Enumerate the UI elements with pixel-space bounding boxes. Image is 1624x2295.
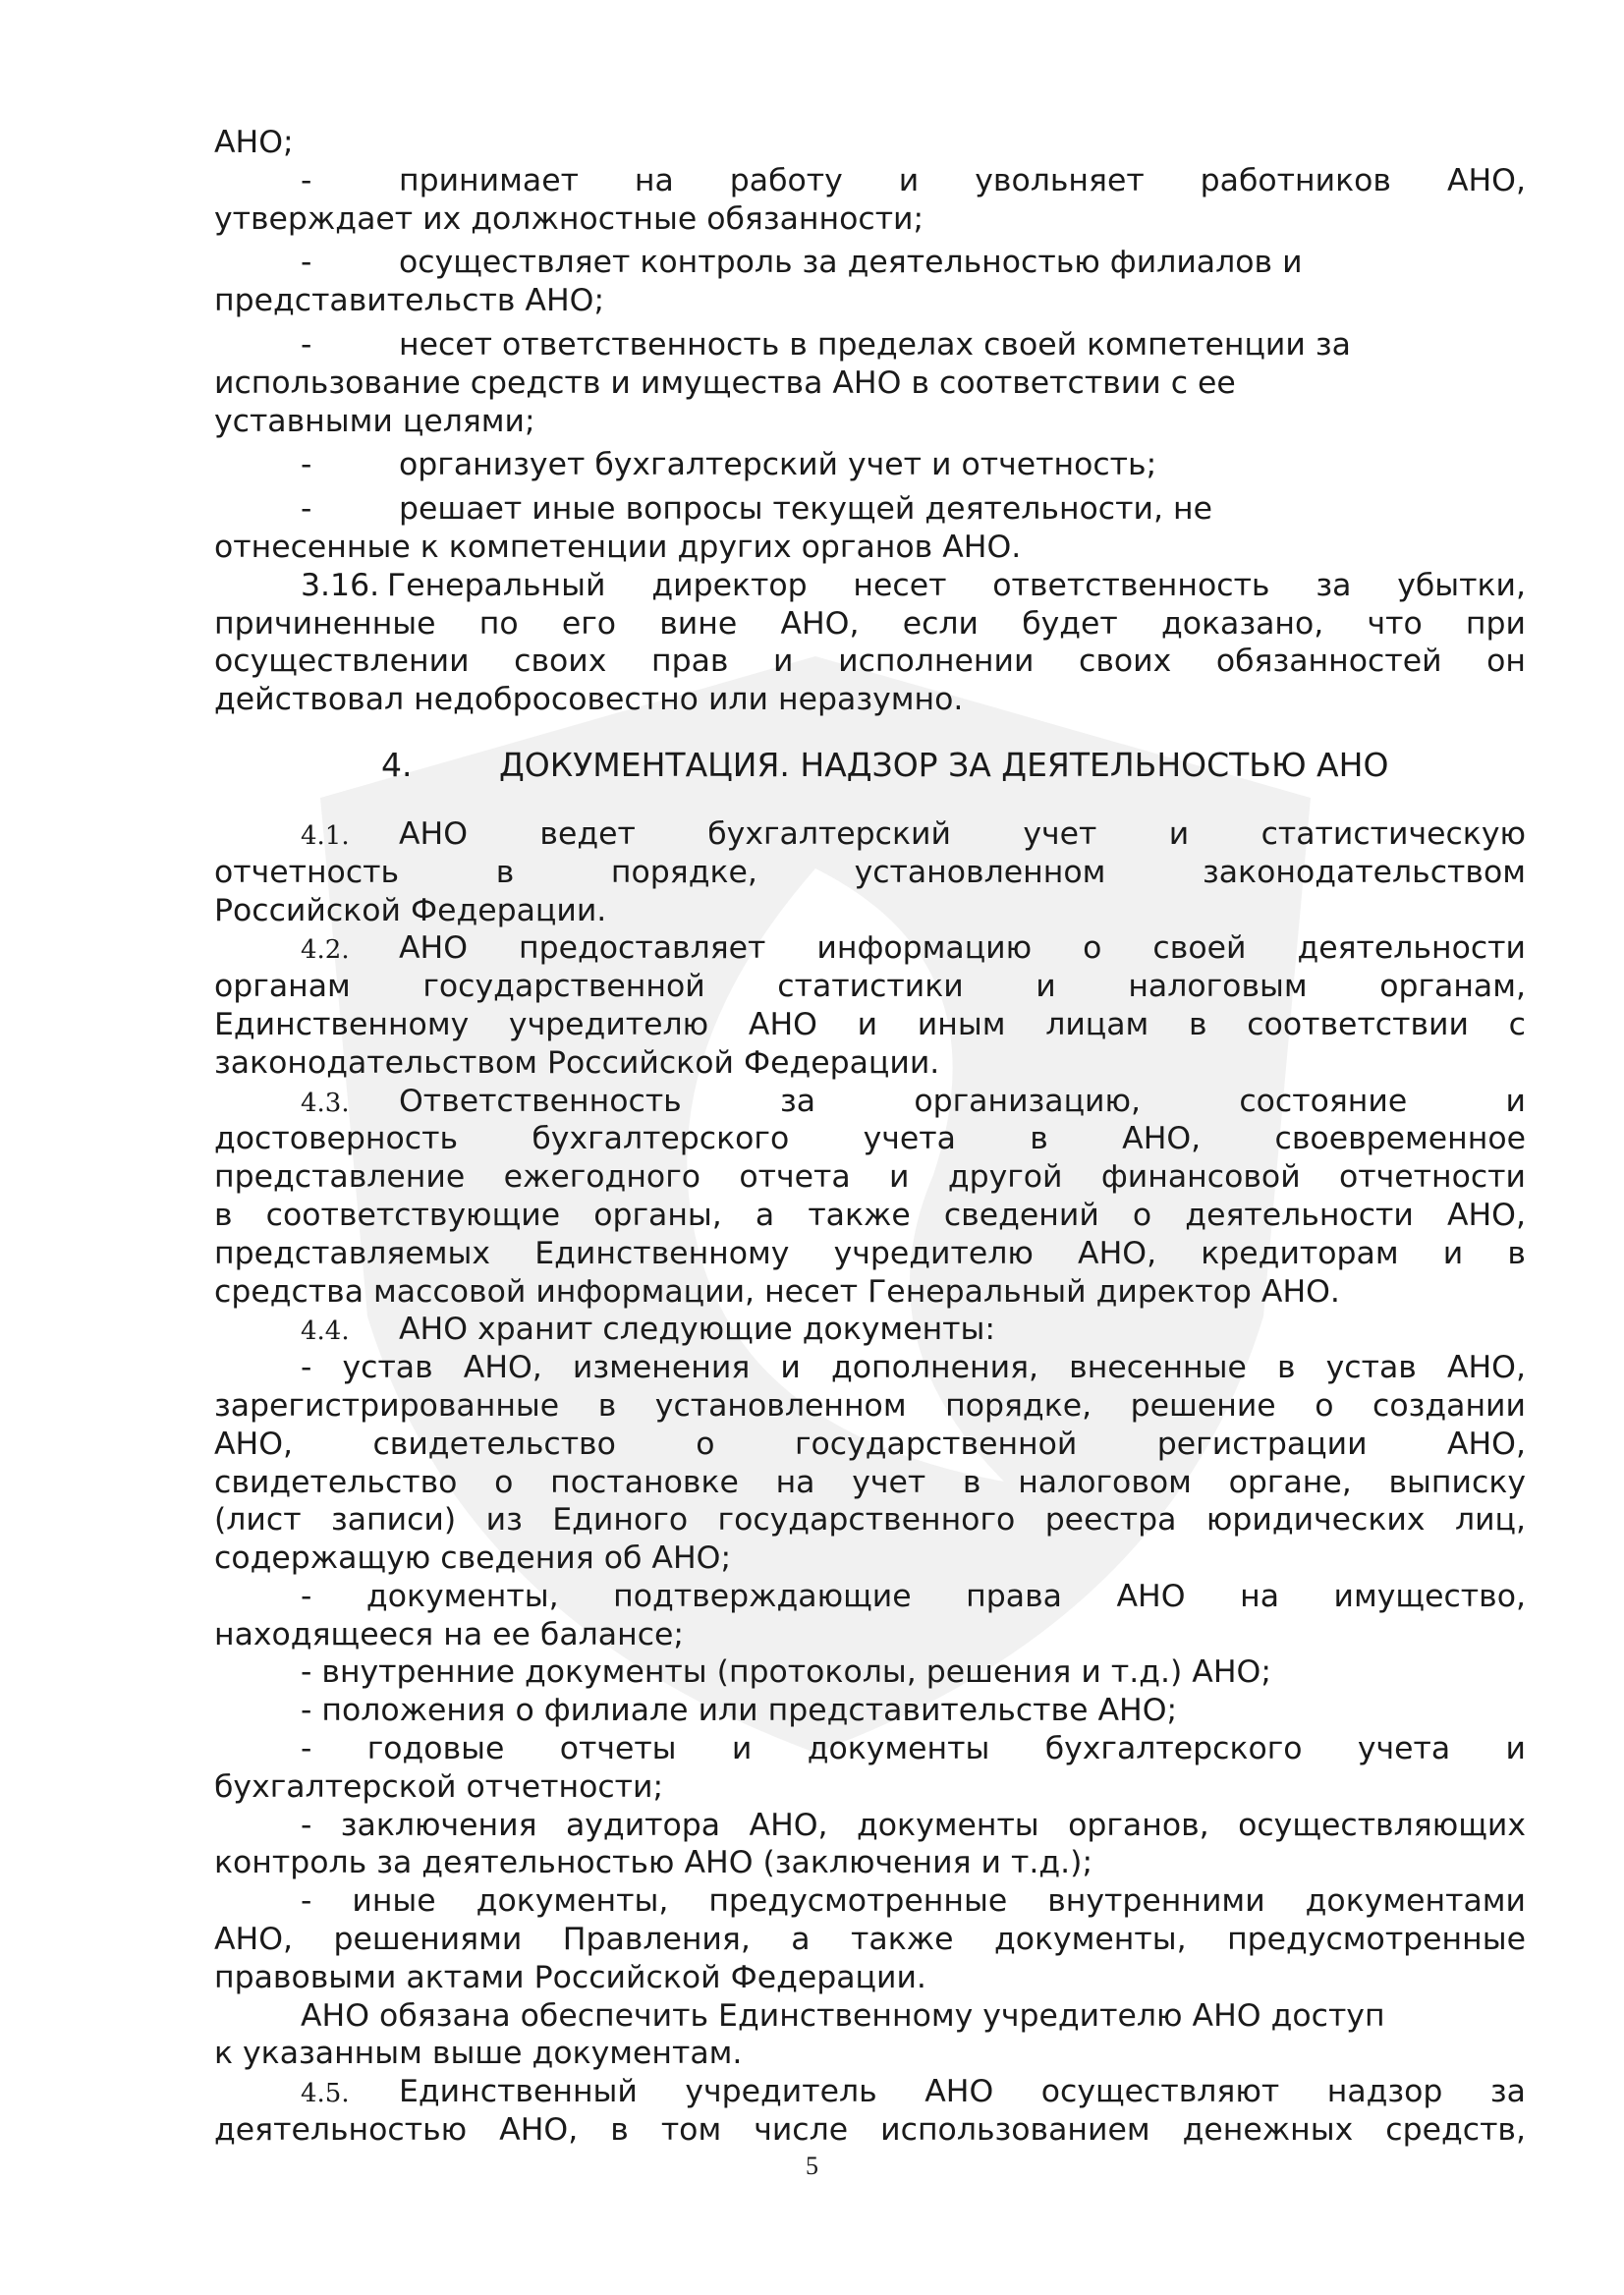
access-paragraph: АНО обязана обеспечить Единственному учредителю АНО доступ bbox=[301, 1997, 1385, 2034]
text-line: отнесенные к компетенции других органов АНО. bbox=[214, 529, 1022, 565]
text-line: АНО; bbox=[214, 125, 294, 160]
list-item: - годовые отчеты и документы бухгалтерского учета и bbox=[301, 1731, 1526, 1767]
clause-4-5: 4.5. Единственный учредитель АНО осуществляют надзор за bbox=[301, 2074, 1526, 2110]
text-line: зарегистрированные в установленном порядке, решение о создании bbox=[214, 1387, 1526, 1424]
text-line: находящееся на ее балансе; bbox=[214, 1616, 685, 1652]
text-line: контроль за деятельностью АНО (заключения и т.д.); bbox=[214, 1845, 1093, 1881]
text-line: бухгалтерской отчетности; bbox=[214, 1768, 664, 1805]
text-line: к указанным выше документам. bbox=[214, 2036, 743, 2072]
list-item: - иные документы, предусмотренные внутренними документами bbox=[301, 1883, 1526, 1920]
text-line: причиненные по его вине АНО, если будет доказано, что при bbox=[214, 605, 1526, 642]
list-item: - решает иные вопросы текущей деятельности, не bbox=[301, 491, 1212, 528]
document-body bbox=[214, 124, 1526, 2150]
clause-4-4: 4.4. АНО хранит следующие документы: bbox=[301, 1312, 996, 1348]
clause-3-16: 3.16. Генеральный директор несет ответственность за убытки, bbox=[301, 567, 1526, 603]
clause-4-1: 4.1. АНО ведет бухгалтерский учет и статистическую bbox=[301, 815, 1526, 852]
list-item: - принимает на работу и увольняет работников АНО, bbox=[301, 162, 1526, 198]
list-item: - внутренние документы (протоколы, решения и т.д.) АНО; bbox=[301, 1654, 1271, 1691]
text-line: утверждает их должностные обязанности; bbox=[214, 200, 924, 237]
clause-4-2: 4.2. АНО предоставляет информацию о своей деятельности bbox=[301, 930, 1526, 967]
text-line: представляемых Единственному учредителю АНО, кредиторам и в bbox=[214, 1235, 1526, 1271]
text-line: представление ежегодного отчета и другой финансовой отчетности bbox=[214, 1159, 1526, 1196]
text-line: деятельностью АНО, в том числе использованием денежных средств, bbox=[214, 2112, 1526, 2149]
text-line: в соответствующие органы, а также сведений о деятельности АНО, bbox=[214, 1197, 1526, 1233]
list-item: - документы, подтверждающие права АНО на имущество, bbox=[301, 1578, 1526, 1614]
text-line: действовал недобросовестно или неразумно. bbox=[214, 682, 964, 718]
section-heading: 4. ДОКУМЕНТАЦИЯ. НАДЗОР ЗА ДЕЯТЕЛЬНОСТЬЮ АНО bbox=[381, 745, 1389, 784]
list-item: - осуществляет контроль за деятельностью филиалов и bbox=[301, 245, 1303, 281]
text-line: средства массовой информации, несет Генеральный директор АНО. bbox=[214, 1273, 1340, 1310]
text-line: (лист записи) из Единого государственного реестра юридических лиц, bbox=[214, 1502, 1526, 1539]
list-item: - устав АНО, изменения и дополнения, внесенные в устав АНО, bbox=[301, 1350, 1526, 1386]
text-line: осуществлении своих прав и исполнении своих обязанностей он bbox=[214, 644, 1526, 680]
text-line: достоверность бухгалтерского учета в АНО, своевременное bbox=[214, 1121, 1526, 1157]
page-number: 5 bbox=[806, 2152, 818, 2180]
clause-4-3: 4.3. Ответственность за организацию, состояние и bbox=[301, 1083, 1526, 1119]
list-item: - положения о филиале или представительстве АНО; bbox=[301, 1693, 1178, 1729]
text-line: АНО, свидетельство о государственной регистрации АНО, bbox=[214, 1426, 1526, 1462]
list-item: - несет ответственность в пределах своей компетенции за bbox=[301, 326, 1351, 363]
text-line: отчетность в порядке, установленном законодательством bbox=[214, 854, 1526, 890]
list-item: - заключения аудитора АНО, документы органов, осуществляющих bbox=[301, 1807, 1526, 1843]
text-line: свидетельство о постановке на учет в налоговом органе, выписку bbox=[214, 1464, 1526, 1500]
text-line: АНО, решениями Правления, а также документы, предусмотренные bbox=[214, 1922, 1526, 1958]
text-line: правовыми актами Российской Федерации. bbox=[214, 1959, 926, 1995]
text-line: законодательством Российской Федерации. bbox=[214, 1044, 940, 1081]
list-item: - организует бухгалтерский учет и отчетность; bbox=[301, 447, 1157, 483]
text-line: Единственному учредителю АНО и иным лицам в соответствии с bbox=[214, 1006, 1526, 1042]
text-line: содержащую сведения об АНО; bbox=[214, 1540, 732, 1577]
text-line: уставными целями; bbox=[214, 403, 535, 439]
text-line: использование средств и имущества АНО в соответствии с ее bbox=[214, 364, 1236, 401]
text-line: Российской Федерации. bbox=[214, 892, 607, 928]
text-line: представительств АНО; bbox=[214, 283, 605, 319]
text-line: органам государственной статистики и налоговым органам, bbox=[214, 969, 1526, 1005]
